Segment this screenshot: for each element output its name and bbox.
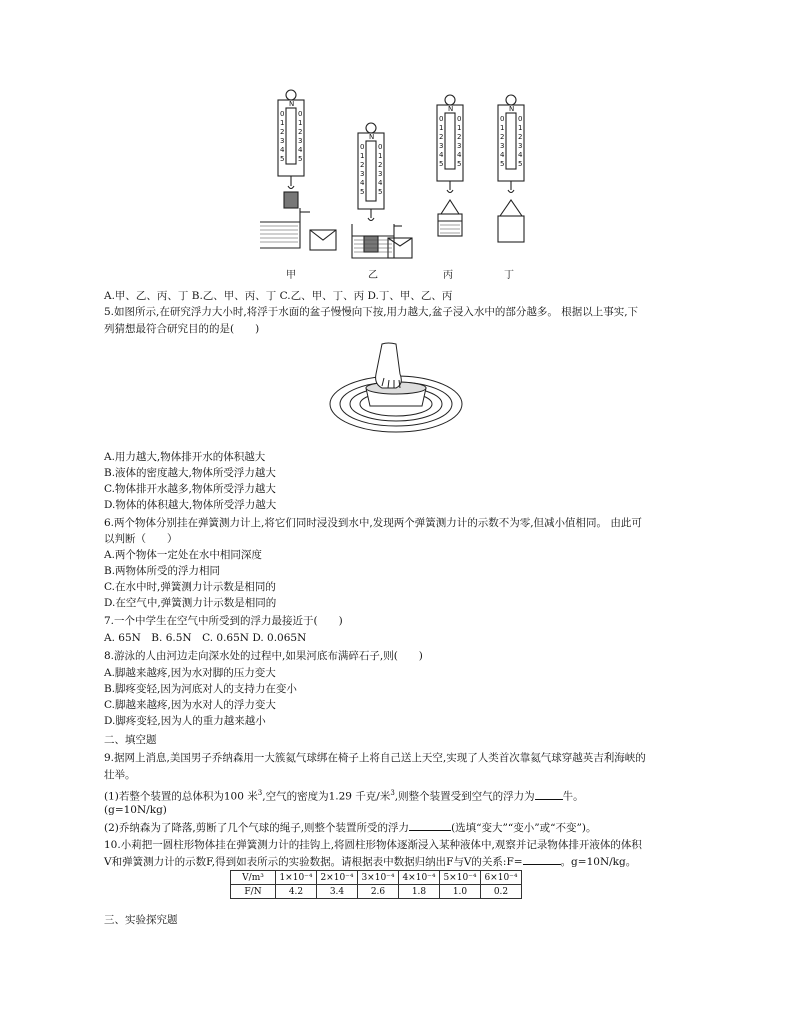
- svg-text:2: 2: [360, 161, 365, 169]
- q8-stem: 8.游泳的人由河边走向深水处的过程中,如果河底布满碎石子,则( ): [104, 650, 423, 662]
- svg-text:4: 4: [298, 146, 303, 154]
- svg-text:0: 0: [360, 143, 365, 151]
- table-cell: 4×10⁻⁴: [399, 871, 440, 885]
- table-cell: 2.6: [358, 885, 399, 899]
- q8-option-d: D.脚疼变轻,因为人的重力越来越小: [104, 715, 266, 727]
- q5-option-d: D.物体的体积越大,物体所受浮力越大: [104, 499, 277, 511]
- svg-text:0: 0: [280, 110, 285, 118]
- svg-text:3: 3: [378, 170, 383, 178]
- svg-text:0: 0: [439, 115, 444, 123]
- svg-text:3: 3: [518, 142, 523, 150]
- svg-text:1: 1: [518, 124, 523, 132]
- q6-stem-line1: 6.两个物体分别挂在弹簧测力计上,将它们同时浸没到水中,发现两个弹簧测力计的示数不为零,但减小值相同。 由此可: [104, 517, 642, 529]
- svg-text:3: 3: [298, 137, 303, 145]
- svg-text:3: 3: [360, 170, 365, 178]
- svg-text:2: 2: [500, 133, 505, 141]
- svg-text:3: 3: [500, 142, 505, 150]
- q6-stem-line2: 以判断（ ）: [104, 533, 178, 545]
- svg-text:1: 1: [500, 124, 505, 132]
- q9-part2: [104, 820, 596, 836]
- q10-stem-line2: [104, 854, 636, 870]
- table-cell: 6×10⁻⁴: [481, 871, 522, 885]
- figure-label-bing: 丙: [443, 270, 453, 281]
- q10-stem-line2-a: V和弹簧测力计的示数F,得到如表所示的实验数据。请根据表中数据归纳出F与V的关系:F=: [104, 856, 523, 868]
- q10-stem-line1: 10.小莉把一圆柱形物体挂在弹簧测力计的挂钩上,将圆柱形物体逐渐浸入某种液体中,观察并记录物体排开液体的体积: [104, 839, 642, 851]
- svg-text:5: 5: [298, 155, 303, 163]
- q10-stem-line2-b: 。g=10N/kg。: [560, 856, 637, 868]
- q9-part1-blank[interactable]: [535, 789, 563, 800]
- q9-part2-blank[interactable]: [409, 820, 451, 831]
- table-row-label: V/m³: [231, 871, 276, 885]
- table-row: [231, 885, 522, 899]
- svg-text:1: 1: [280, 119, 285, 127]
- svg-text:1: 1: [457, 124, 462, 132]
- svg-text:N: N: [369, 133, 375, 141]
- q9-part1-sup1: 3: [257, 789, 263, 797]
- svg-text:5: 5: [439, 160, 444, 168]
- q9-part1-c: ,则整个装置受到空气的浮力为: [394, 790, 535, 803]
- q9-stem-line2: 壮举。: [104, 769, 136, 781]
- q9-part2-b: (选填“变大”“变小”或“不变”)。: [451, 822, 597, 834]
- svg-text:1: 1: [298, 119, 303, 127]
- q9-part1-a: (1)若整个装置的总体积为100 米: [104, 790, 258, 803]
- svg-text:2: 2: [378, 161, 383, 169]
- figure-label-yi: 乙: [368, 270, 378, 281]
- section-heading-experiment: 三、实验探究题: [104, 914, 178, 926]
- svg-text:2: 2: [298, 128, 303, 136]
- basin-figure: [326, 342, 466, 436]
- spring-scales-drawing: [260, 88, 550, 288]
- svg-text:0: 0: [298, 110, 303, 118]
- q8-option-a: A.脚越来越疼,因为水对脚的压力变大: [104, 667, 276, 679]
- table-cell: 2×10⁻⁴: [317, 871, 358, 885]
- q5-option-b: B.液体的密度越大,物体所受浮力越大: [104, 467, 276, 479]
- table-cell: 1.0: [440, 885, 481, 899]
- q6-option-c: C.在水中时,弹簧测力计示数是相同的: [104, 581, 276, 593]
- svg-text:4: 4: [457, 151, 462, 159]
- q8-option-c: C.脚越来越疼,因为水对人的浮力变大: [104, 699, 276, 711]
- q10-answer-blank[interactable]: [523, 854, 561, 865]
- svg-text:N: N: [509, 105, 515, 113]
- q9-part1-sup2: 3: [390, 789, 395, 797]
- svg-text:3: 3: [457, 142, 462, 150]
- svg-text:4: 4: [280, 146, 285, 154]
- q9-part1-b: ,空气的密度为1.29 千克/米: [262, 790, 391, 803]
- svg-text:5: 5: [360, 188, 365, 196]
- svg-text:N: N: [289, 100, 295, 108]
- q6-option-a: A.两个物体一定处在水中相同深度: [104, 549, 262, 561]
- q5-stem-line2: 列猜想最符合研究目的的是( ): [104, 323, 260, 335]
- svg-text:4: 4: [500, 151, 505, 159]
- svg-text:5: 5: [518, 160, 523, 168]
- spring-scale-figure: [260, 88, 550, 288]
- q5-option-a: A.用力越大,物体排开水的体积越大: [104, 451, 266, 463]
- svg-text:0: 0: [378, 143, 383, 151]
- svg-text:4: 4: [439, 151, 444, 159]
- svg-text:0: 0: [518, 115, 523, 123]
- svg-text:2: 2: [439, 133, 444, 141]
- q4-options: A.甲、乙、丙、丁 B.乙、甲、丙、丁 C.乙、甲、丁、丙 D.丁、甲、乙、丙: [104, 290, 453, 302]
- basin-drawing: [326, 342, 466, 436]
- q10-data-table: [230, 870, 522, 899]
- svg-text:0: 0: [457, 115, 462, 123]
- svg-text:4: 4: [518, 151, 523, 159]
- q9-part1: [104, 786, 584, 805]
- svg-text:2: 2: [518, 133, 523, 141]
- svg-text:N: N: [448, 105, 454, 113]
- q6-option-d: D.在空气中,弹簧测力计示数是相同的: [104, 597, 277, 609]
- svg-text:3: 3: [280, 137, 285, 145]
- svg-text:3: 3: [439, 142, 444, 150]
- q7-options: A. 65N B. 6.5N C. 0.65N D. 0.065N: [104, 632, 307, 644]
- svg-text:4: 4: [360, 179, 365, 187]
- q7-stem: 7.一个中学生在空气中所受到的浮力最接近于( ): [104, 615, 343, 627]
- q6-option-b: B.两物体所受的浮力相同: [104, 565, 221, 577]
- table-cell: 3×10⁻⁴: [358, 871, 399, 885]
- svg-text:5: 5: [500, 160, 505, 168]
- svg-text:1: 1: [378, 152, 383, 160]
- svg-text:2: 2: [280, 128, 285, 136]
- svg-text:2: 2: [457, 133, 462, 141]
- svg-text:1: 1: [360, 152, 365, 160]
- table-cell: 4.2: [276, 885, 317, 899]
- table-row: [231, 871, 522, 885]
- figure-label-ding: 丁: [504, 270, 514, 281]
- table-row-label: F/N: [231, 885, 276, 899]
- q5-option-c: C.物体排开水越多,物体所受浮力越大: [104, 483, 276, 495]
- svg-text:5: 5: [378, 188, 383, 196]
- figure-label-jia: 甲: [286, 270, 296, 281]
- svg-text:5: 5: [457, 160, 462, 168]
- svg-text:1: 1: [439, 124, 444, 132]
- svg-text:0: 0: [500, 115, 505, 123]
- q8-option-b: B.脚疼变轻,因为河底对人的支持力在变小: [104, 683, 297, 695]
- table-cell: 1×10⁻⁴: [276, 871, 317, 885]
- svg-text:4: 4: [378, 179, 383, 187]
- q5-stem-line1: 5.如图所示,在研究浮力大小时,将浮于水面的盆子慢慢向下按,用力越大,盆子浸入水中的部分越多。 根据以上事实,下: [104, 306, 639, 318]
- q9-part2-a: (2)乔纳森为了降落,剪断了几个气球的绳子,则整个装置所受的浮力: [104, 822, 410, 834]
- table-cell: 0.2: [481, 885, 522, 899]
- svg-text:5: 5: [280, 155, 285, 163]
- q9-g-note: (g=10N/kg): [104, 804, 167, 816]
- table-cell: 1.8: [399, 885, 440, 899]
- q9-part1-d: 牛。: [562, 790, 584, 803]
- q9-stem-line1: 9.据网上消息,美国男子乔纳森用一大簇氦气球绑在椅子上将自己送上天空,实现了人类首次靠氦气球穿越英吉利海峡的: [104, 752, 646, 764]
- section-heading-fill-in: 二、填空题: [104, 734, 157, 746]
- table-cell: 5×10⁻⁴: [440, 871, 481, 885]
- table-cell: 3.4: [317, 885, 358, 899]
